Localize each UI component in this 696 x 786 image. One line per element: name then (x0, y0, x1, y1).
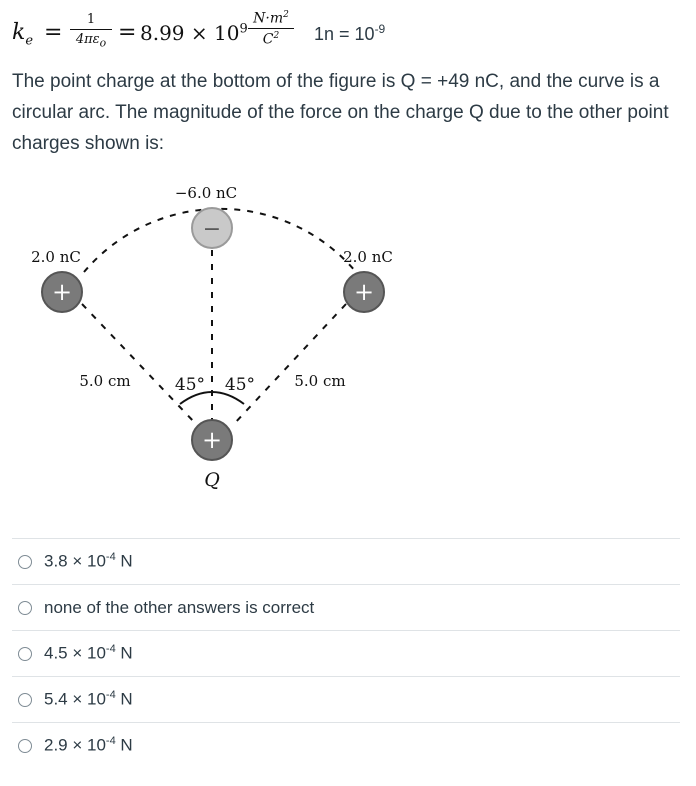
top-charge-sign: − (202, 217, 222, 242)
answer-list (12, 538, 680, 768)
bottom-charge-label: Q (204, 469, 220, 491)
right-charge-label: 2.0 nC (343, 248, 393, 266)
answer-text[interactable]: $2.9 \times 10^{-4}$ N (44, 735, 133, 755)
coulomb-fraction: 1 $4\pi\varepsilon_o$ (70, 12, 112, 50)
constants-formula (12, 10, 672, 56)
answer-option[interactable] (12, 630, 680, 676)
answer-text[interactable]: $3.8 \times 10^{-4}$ N (44, 551, 133, 571)
right-distance-label: 5.0 cm (294, 372, 346, 390)
answer-option[interactable] (12, 538, 680, 584)
radio-button[interactable] (18, 555, 32, 569)
left-charge-label: 2.0 nC (31, 248, 81, 266)
left-radial-line (82, 304, 196, 424)
radio-button[interactable] (18, 647, 32, 661)
answer-text[interactable]: $4.5 \times 10^{-4}$ N (44, 643, 133, 663)
question-text: The point charge at the bottom of the figure is Q = +49 nC, and the curve is a circular arc. The magnitude of the force on the charge Q due to the other point charges shown is: (12, 71, 669, 154)
ke-unit-fraction: $N\cdot m^2$ $C^2$ (248, 10, 294, 47)
nano-definition: $1n = 10^{-9}$ (314, 22, 386, 44)
answer-text[interactable]: none of the other answers is correct (44, 597, 315, 617)
charge-figure (20, 176, 410, 496)
left-charge-sign: + (51, 278, 73, 306)
radio-button[interactable] (18, 601, 32, 615)
radio-button[interactable] (18, 693, 32, 707)
right-charge-sign: + (353, 278, 375, 306)
ke-value: $8.99 \times 10^9$ (140, 21, 248, 45)
answer-option[interactable] (12, 676, 680, 722)
bottom-charge-sign: + (201, 426, 223, 454)
answer-option[interactable] (12, 722, 680, 768)
radio-button[interactable] (18, 739, 32, 753)
charge-diagram (20, 176, 410, 496)
left-angle-label: 45° (174, 375, 206, 395)
top-charge-label: −6.0 nC (174, 184, 238, 202)
left-distance-label: 5.0 cm (79, 372, 131, 390)
right-angle-label: 45° (224, 375, 256, 395)
right-radial-line (234, 304, 346, 424)
answer-text[interactable]: $5.4 \times 10^{-4}$ N (44, 689, 133, 709)
equals-sign-2: = (118, 20, 137, 45)
answer-option[interactable] (12, 584, 680, 630)
equals-sign: = (44, 20, 63, 45)
ke-symbol: $k_e$ (12, 20, 34, 49)
